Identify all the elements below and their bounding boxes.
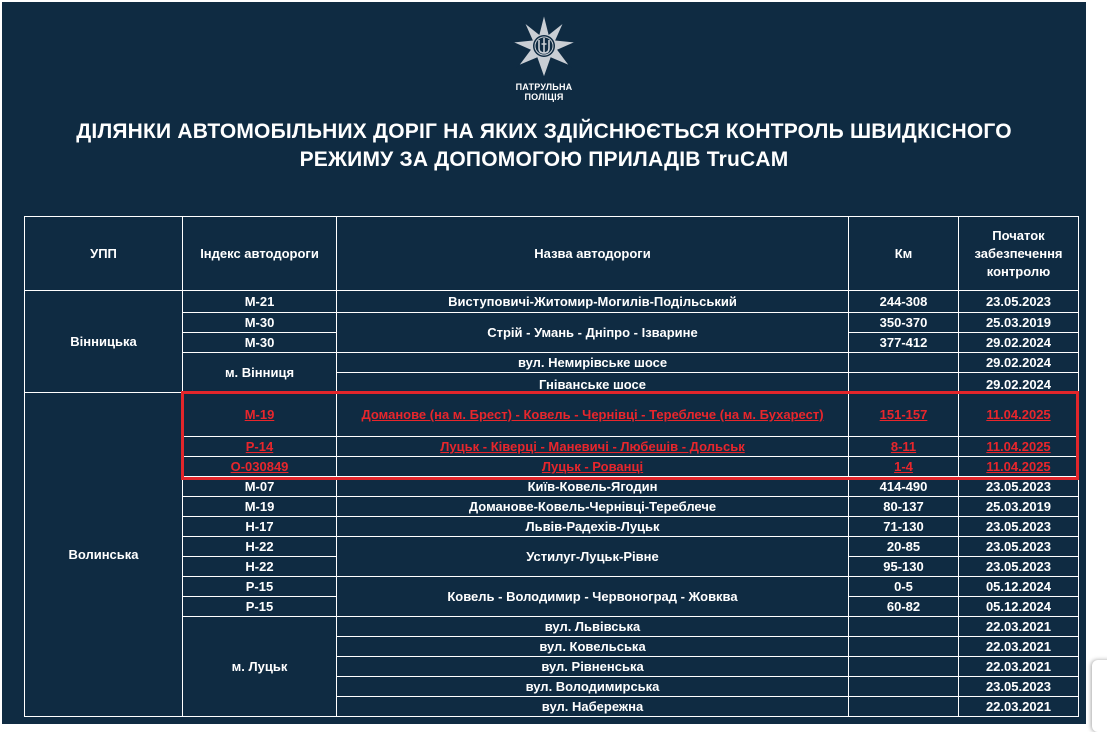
- road-name-cell: вул. Немирівське шосе: [337, 353, 849, 373]
- table-row: [25, 517, 1079, 537]
- page-title-line1: ДІЛЯНКИ АВТОМОБІЛЬНИХ ДОРІГ НА ЯКИХ ЗДІЙСНЮЄТЬСЯ КОНТРОЛЬ ШВИДКІСНОГО: [76, 120, 1012, 143]
- date-cell: 23.05.2023: [959, 517, 1079, 537]
- date-cell: 23.05.2023: [959, 677, 1079, 697]
- city-cell-lutsk: м. Луцьк: [183, 617, 337, 717]
- date-cell: 22.03.2021: [959, 637, 1079, 657]
- header-upp: УПП: [25, 217, 183, 291]
- km-cell: 377-412: [849, 333, 959, 353]
- road-name-cell: Виступовичі-Житомир-Могилів-Подільський: [337, 291, 849, 313]
- region-cell-vinnytska: Вінницька: [25, 291, 183, 393]
- table-row: [25, 477, 1079, 497]
- km-cell: 95-130: [849, 557, 959, 577]
- km-cell: [849, 373, 959, 393]
- km-cell: 8-11: [849, 437, 959, 457]
- poster: [2, 2, 1086, 724]
- road-index-cell: М-07: [183, 477, 337, 497]
- date-cell: 22.03.2021: [959, 617, 1079, 637]
- road-name-cell: Стрій - Умань - Дніпро - Ізварине: [337, 313, 849, 353]
- logo-text-line1: ПАТРУЛЬНА: [515, 82, 573, 92]
- road-index-cell: М-30: [183, 313, 337, 333]
- km-cell: 151-157: [849, 393, 959, 437]
- table-row: [25, 617, 1079, 637]
- road-name-cell: Львів-Радехів-Луцьк: [337, 517, 849, 537]
- region-cell-volynska: Волинська: [25, 393, 183, 717]
- table-row-new: [25, 437, 1079, 457]
- km-cell: 71-130: [849, 517, 959, 537]
- date-cell: 23.05.2023: [959, 291, 1079, 313]
- header-control-start: Початок забезпечення контролю: [959, 217, 1079, 291]
- page-title: [2, 118, 1086, 174]
- date-cell: 05.12.2024: [959, 597, 1079, 617]
- km-cell: 350-370: [849, 313, 959, 333]
- road-name-cell: Луцьк - Ківерці - Маневичі - Любешів - Дольськ: [337, 437, 849, 457]
- road-index-cell: Р-14: [183, 437, 337, 457]
- police-star-icon: [509, 12, 579, 82]
- date-cell: 11.04.2025: [959, 437, 1079, 457]
- trucam-roads-table: [24, 216, 1079, 717]
- road-name-cell: Доманове-Ковель-Чернівці-Тереблече: [337, 497, 849, 517]
- road-name-cell: [337, 373, 849, 393]
- date-cell: 23.05.2023: [959, 557, 1079, 577]
- road-name-cell: вул. Рівненська: [337, 657, 849, 677]
- km-cell: [849, 657, 959, 677]
- city-cell-vinnytsia: м. Вінниця: [183, 353, 337, 393]
- date-cell: 22.03.2021: [959, 657, 1079, 677]
- side-widget[interactable]: [1092, 660, 1107, 732]
- road-index-cell: М-19: [183, 497, 337, 517]
- date-cell: [959, 373, 1079, 393]
- table-row: [25, 313, 1079, 333]
- table-row: [25, 497, 1079, 517]
- road-index-cell: Р-15: [183, 597, 337, 617]
- date-cell: 25.03.2019: [959, 497, 1079, 517]
- date-cell: 23.05.2023: [959, 477, 1079, 497]
- date-cell: 05.12.2024: [959, 577, 1079, 597]
- km-cell: 60-82: [849, 597, 959, 617]
- date-cell: 22.03.2021: [959, 697, 1079, 717]
- road-index-cell: Н-17: [183, 517, 337, 537]
- logo-text-line2: ПОЛІЦІЯ: [524, 92, 564, 102]
- date-cell: 29.02.2024: [959, 353, 1079, 373]
- road-name-cell: вул. Львівська: [337, 617, 849, 637]
- road-name-cell: вул. Набережна: [337, 697, 849, 717]
- table-row-new: [25, 393, 1079, 437]
- table-row: [25, 577, 1079, 597]
- road-index-cell: О-030849: [183, 457, 337, 477]
- km-cell: [849, 677, 959, 697]
- road-name-cell: вул. Володимирська: [337, 677, 849, 697]
- road-index-cell: Р-15: [183, 577, 337, 597]
- road-index-cell: М-19: [183, 393, 337, 437]
- km-cell: 20-85: [849, 537, 959, 557]
- km-cell: 244-308: [849, 291, 959, 313]
- page-title-line2: РЕЖИМУ ЗА ДОПОМОГОЮ ПРИЛАДІВ TruCAM: [299, 148, 789, 171]
- header-km: Км: [849, 217, 959, 291]
- table-row: [25, 291, 1079, 313]
- km-cell: 414-490: [849, 477, 959, 497]
- road-name-cell: Устилуг-Луцьк-Рівне: [337, 537, 849, 577]
- date-cell: 29.02.2024: [959, 333, 1079, 353]
- date-cell: 11.04.2025: [959, 457, 1079, 477]
- table-row-new: [25, 457, 1079, 477]
- km-cell: 80-137: [849, 497, 959, 517]
- date-cell: 25.03.2019: [959, 313, 1079, 333]
- header-road-name: Назва автодороги: [337, 217, 849, 291]
- date-text: 29.02.2024: [985, 377, 1052, 389]
- road-index-cell: М-21: [183, 291, 337, 313]
- km-cell: [849, 617, 959, 637]
- km-cell: [849, 637, 959, 657]
- date-cell: 11.04.2025: [959, 393, 1079, 437]
- km-cell: [849, 353, 959, 373]
- road-name-cell: Ковель - Володимир - Червоноград - Жовква: [337, 577, 849, 617]
- km-cell: 1-4: [849, 457, 959, 477]
- km-cell: 0-5: [849, 577, 959, 597]
- table-row: [25, 353, 1079, 373]
- road-name-text: Гніванське шосе: [538, 377, 647, 389]
- road-name-cell: Київ-Ковель-Ягодин: [337, 477, 849, 497]
- road-name-cell: Луцьк - Рованці: [337, 457, 849, 477]
- road-name-cell: вул. Ковельська: [337, 637, 849, 657]
- table-row: [25, 537, 1079, 557]
- date-cell: 23.05.2023: [959, 537, 1079, 557]
- table-header-row: [25, 217, 1079, 291]
- km-cell: [849, 697, 959, 717]
- header-road-index: Індекс автодороги: [183, 217, 337, 291]
- road-index-cell: Н-22: [183, 537, 337, 557]
- road-index-cell: М-30: [183, 333, 337, 353]
- police-logo: [2, 12, 1086, 102]
- road-name-cell: Доманове (на м. Брест) - Ковель - Чернівці - Тереблече (на м. Бухарест): [337, 393, 849, 437]
- road-index-cell: Н-22: [183, 557, 337, 577]
